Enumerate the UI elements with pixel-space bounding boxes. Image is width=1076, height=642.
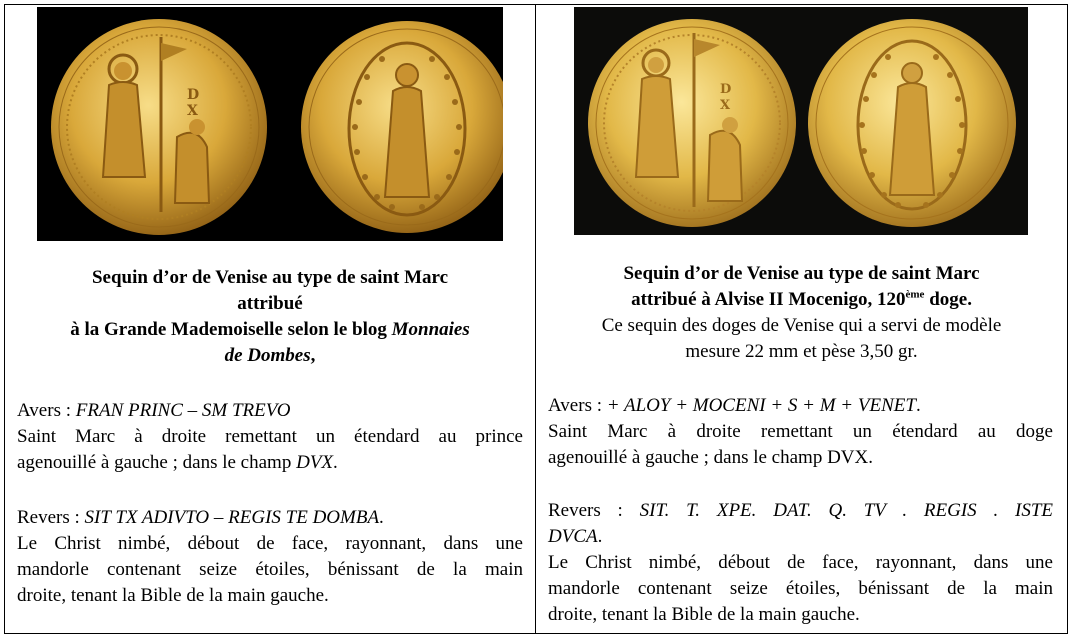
avers-left-desc-line2 [17, 450, 523, 476]
revers-right-legend-part2: DVCA [548, 526, 598, 547]
caption-left-blog-title-part2: de Dombes [224, 345, 311, 366]
caption-left-line1: Sequin d’or de Venise au type de saint Marc [91, 267, 449, 288]
coin-photo-right-image [574, 7, 1028, 235]
right-column [536, 5, 1067, 633]
revers-right-label: Revers : [548, 500, 640, 521]
caption-right-line2-sup: ème [905, 288, 925, 301]
caption-left-line4 [15, 343, 525, 369]
caption-right-line4: mesure 22 mm et pèse 3,50 gr. [685, 341, 918, 362]
caption-right-line2-tail: doge. [924, 289, 972, 310]
svg-text:X: X [720, 98, 731, 113]
revers-right-legend-end: . [597, 526, 603, 547]
revers-left-desc-line3: droite, tenant la Bible de la main gauche. [17, 585, 329, 606]
caption-left [15, 265, 525, 369]
coin-photo-left [37, 7, 503, 241]
coin-reverse-right [808, 19, 1016, 227]
revers-right-desc-line2: mandorle contenant seize étoiles, bénissant de la main [548, 578, 1053, 599]
coin-photo-left-image [37, 7, 503, 241]
caption-left-line2: attribué [237, 293, 303, 314]
avers-right-legend-line [548, 393, 1053, 419]
two-column-table [4, 4, 1068, 634]
coin-obverse-right [588, 19, 796, 227]
revers-left-label: Revers : [17, 507, 85, 528]
avers-left-desc-line1: Saint Marc à droite remettant un étendard au prince [17, 426, 523, 447]
revers-left-desc-line2: mandorle contenant seize étoiles, bénissant de la main [17, 559, 523, 580]
avers-right-desc-line2: agenouillé à gauche ; dans le champ DVX. [548, 447, 873, 468]
caption-right [546, 261, 1057, 365]
avers-left-legend: FRAN PRINC – SM TREVO [75, 400, 291, 421]
avers-right-legend-end: . [915, 395, 921, 416]
revers-right-desc-line3: droite, tenant la Bible de la main gauche. [548, 604, 860, 625]
caption-left-line3-text: à la Grande Mademoiselle selon le blog [70, 319, 392, 340]
revers-left-desc-line1: Le Christ nimbé, débout de face, rayonnant, dans une [17, 533, 523, 554]
coin-obverse-left [51, 19, 267, 235]
caption-left-line3 [15, 317, 525, 343]
avers-block-left [17, 398, 523, 476]
avers-right-label: Avers : [548, 395, 607, 416]
avers-left-label: Avers : [17, 400, 76, 421]
coin-photo-right [574, 7, 1028, 235]
caption-left-blog-title-part1: Monnaies [391, 319, 470, 340]
svg-text:D: D [720, 82, 732, 97]
revers-block-right [548, 498, 1053, 628]
revers-right-desc-line1: Le Christ nimbé, débout de face, rayonnant, dans une [548, 552, 1053, 573]
caption-left-line4-tail: , [310, 345, 316, 366]
revers-left-legend-end: . [379, 507, 384, 528]
caption-right-line2-text: attribué à Alvise II Mocenigo, 120 [631, 289, 906, 310]
svg-text:D: D [187, 87, 200, 103]
caption-right-line3: Ce sequin des doges de Venise qui a servi de modèle [601, 315, 1002, 336]
avers-left-desc-text: agenouillé à gauche ; dans le champ [17, 452, 297, 473]
revers-right-legend-line1 [548, 498, 1053, 524]
revers-left-legend: SIT TX ADIVTO – REGIS TE DOMBA [84, 507, 380, 528]
avers-right-desc-line1: Saint Marc à droite remettant un étendard au doge [548, 421, 1053, 442]
revers-block-left [17, 505, 523, 609]
left-column [5, 5, 536, 633]
avers-left-legend-line [17, 398, 523, 424]
avers-right-legend: + ALOY + MOCENI + S + M + VENET [606, 395, 916, 416]
caption-right-line1: Sequin d’or de Venise au type de saint Marc [623, 263, 980, 284]
svg-text:X: X [187, 103, 198, 119]
avers-block-right [548, 393, 1053, 471]
caption-right-line2 [546, 287, 1057, 313]
revers-right-legend-line2 [548, 524, 1053, 550]
revers-left-legend-line [17, 505, 523, 531]
revers-right-legend-part1: SIT. T. XPE. DAT. Q. TV . REGIS . ISTE [639, 500, 1053, 521]
avers-left-desc-end: . [333, 452, 338, 473]
avers-left-field: DVX [296, 452, 334, 473]
